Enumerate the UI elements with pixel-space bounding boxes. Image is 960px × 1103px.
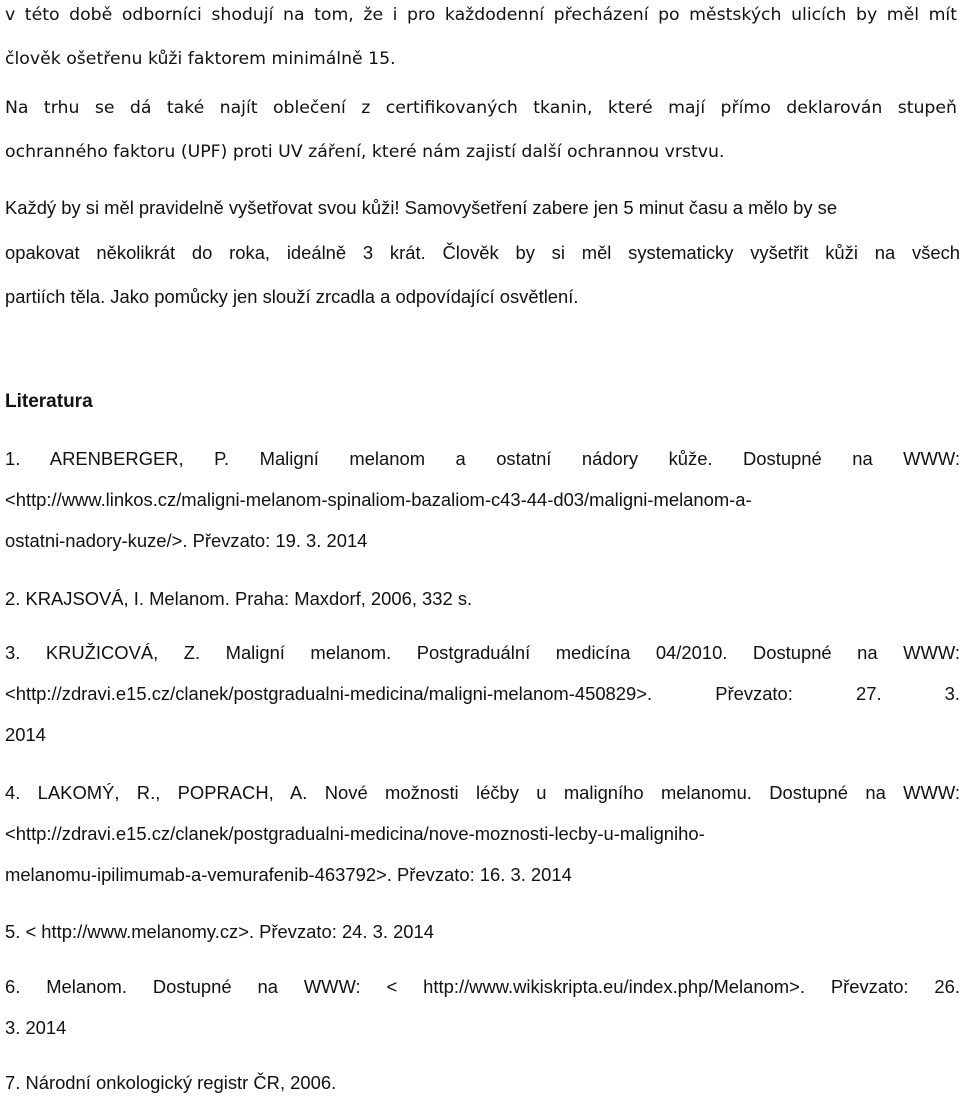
- text-line: v této době odborníci shodují na tom, že i pro každodenní přecházení po městských ulicích by měl mít: [5, 5, 957, 25]
- reference-item: [5, 772, 960, 895]
- text-line: Na trhu se dá také najít oblečení z certifikovaných tkanin, které mají přímo deklarován stupeň: [5, 98, 957, 118]
- reference-line: 5. < http://www.melanomy.cz>. Převzato: 24. 3. 2014: [5, 921, 434, 942]
- reference-line: 2014: [5, 724, 46, 745]
- text-line: opakovat několikrát do roka, ideálně 3 krát. Člověk by si měl systematicky vyšetřit kůži na všech: [5, 241, 960, 263]
- text-line-with-lead: [5, 186, 960, 231]
- reference-line: melanomu-ipilimumab-a-vemurafenib-463792>. Převzato: 16. 3. 2014: [5, 864, 572, 885]
- text-line: partiích těla. Jako pomůcky jen slouží zrcadla a odpovídající osvětlení.: [5, 286, 579, 307]
- reference-line: 7. Národní onkologický registr ČR, 2006.: [5, 1072, 337, 1093]
- reference-item: [5, 911, 960, 952]
- reference-item: [5, 438, 960, 561]
- text-line: ochranného faktoru (UPF) proti UV záření, které nám zajistí další ochrannou vrstvu.: [5, 142, 725, 162]
- reference-item: [5, 1062, 960, 1103]
- reference-line: 2. KRAJSOVÁ, I. Melanom. Praha: Maxdorf, 2006, 332 s.: [5, 588, 473, 609]
- reference-line: 3. KRUŽICOVÁ, Z. Maligní melanom. Postgraduální medicína 04/2010. Dostupné na WWW:: [5, 642, 960, 663]
- reference-item: [5, 578, 960, 619]
- paragraph-sun-protection-factor: [5, 0, 957, 81]
- text-line: člověk ošetřenu kůži faktorem minimálně 15.: [5, 49, 396, 69]
- reference-item: [5, 966, 960, 1048]
- literature-heading: Literatura: [5, 391, 93, 412]
- paragraph-self-examination: [5, 186, 960, 320]
- reference-line: 3. 2014: [5, 1017, 67, 1038]
- reference-item: [5, 632, 960, 755]
- bold-lead-sentence: Každý by si měl pravidelně vyšetřovat svou kůži!: [5, 197, 400, 218]
- reference-line: 1. ARENBERGER, P. Maligní melanom a ostatní nádory kůže. Dostupné na WWW:: [5, 448, 960, 469]
- text-segment: Samovyšetření zabere jen 5 minut času a mělo by se: [399, 197, 838, 218]
- paragraph-upf-clothing: [5, 86, 957, 174]
- reference-line: ostatni-nadory-kuze/>. Převzato: 19. 3. 2014: [5, 530, 368, 551]
- reference-link: <http://zdravi.e15.cz/clanek/postgradualni-medicina/maligni-melanom-450829>. Převzato: 27. 3.: [5, 683, 960, 704]
- reference-link: <http://zdravi.e15.cz/clanek/postgradualni-medicina/nove-moznosti-lecby-u-maligniho-: [5, 823, 705, 844]
- reference-line: 6. Melanom. Dostupné na WWW: < http://www.wikiskripta.eu/index.php/Melanom>. Převzato: 26.: [5, 976, 960, 997]
- reference-line: 4. LAKOMÝ, R., POPRACH, A. Nové možnosti léčby u maligního melanomu. Dostupné na WWW:: [5, 782, 960, 803]
- reference-link: <http://www.linkos.cz/maligni-melanom-spinaliom-bazaliom-c43-44-d03/maligni-melanom-a-: [5, 489, 752, 510]
